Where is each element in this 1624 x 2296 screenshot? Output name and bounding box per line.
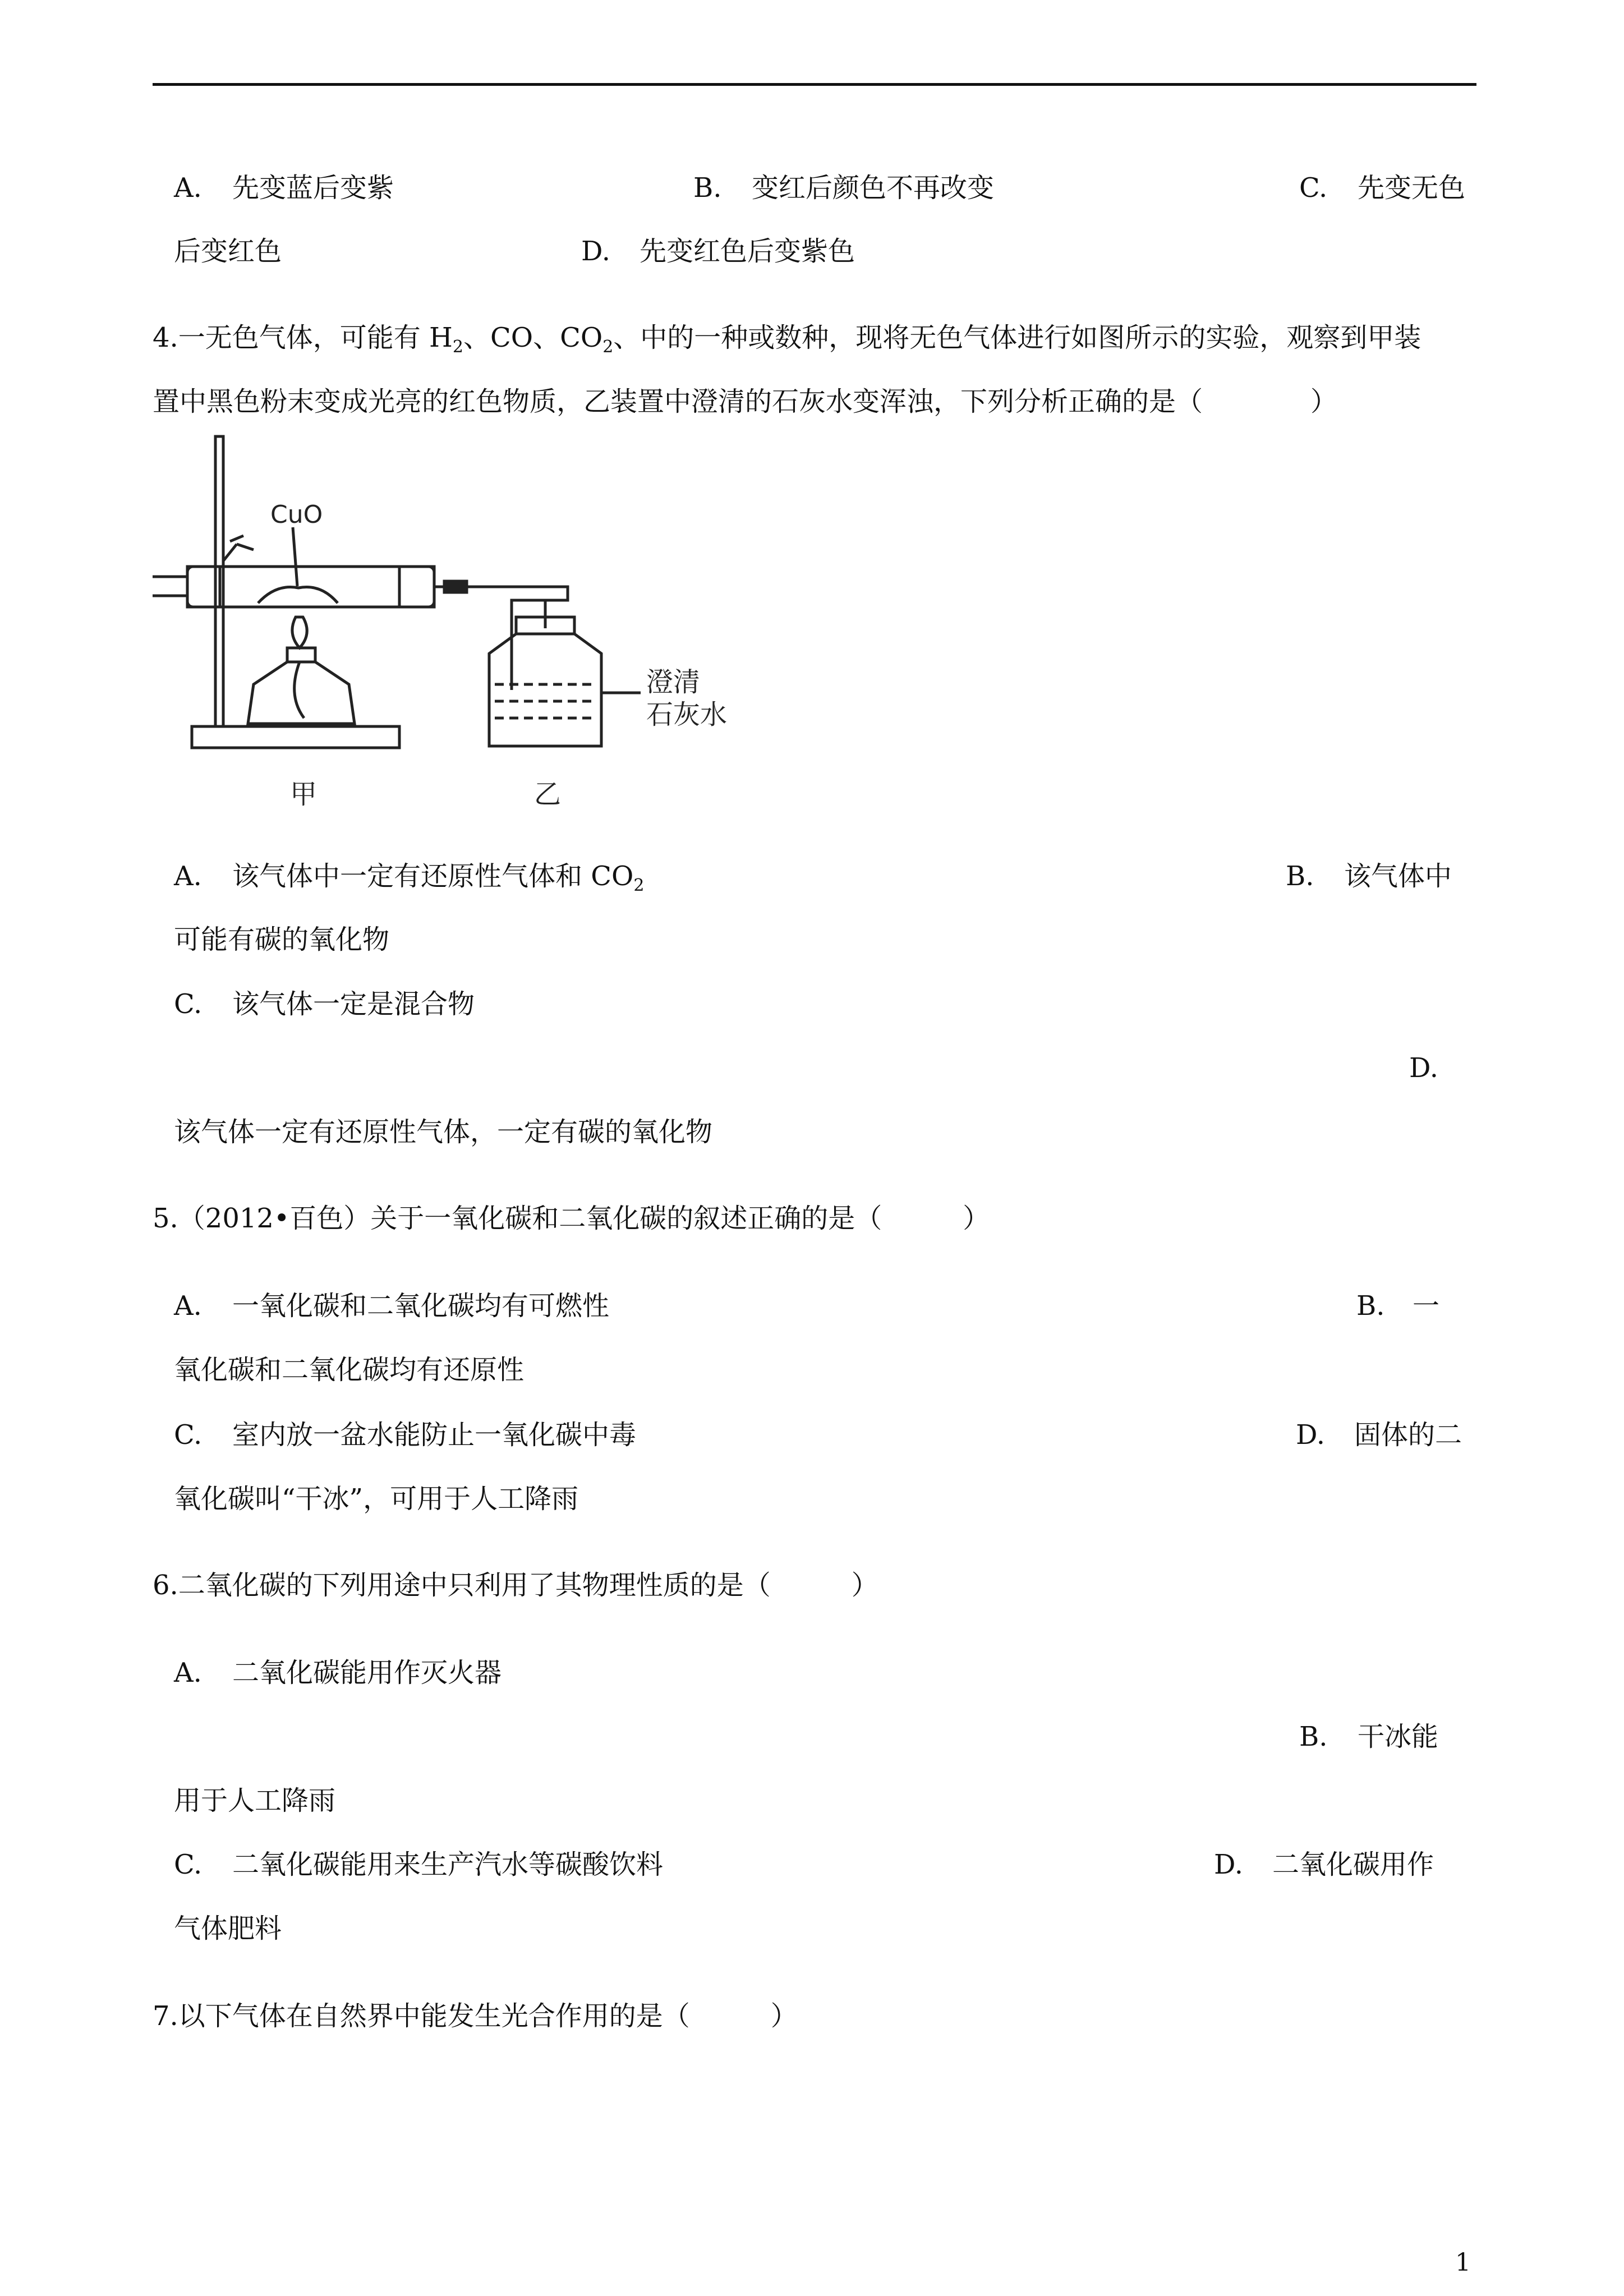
cuo-powder [258, 587, 338, 603]
option-text-main: 该气体中一定有还原性气体和 CO [232, 861, 634, 892]
header-rule [153, 83, 1476, 86]
option-letter: B. [693, 172, 722, 204]
q5-option-b [1356, 1289, 1439, 1323]
q3-option-d [581, 234, 855, 268]
q4-stem-line2: 置中黑色粉末变成光亮的红色物质，乙装置中澄清的石灰水变浑浊，下列分析正确的是（ ） [153, 386, 1338, 417]
option-letter: D. [581, 236, 611, 267]
option-text: 一 [1413, 1290, 1440, 1322]
flame [292, 617, 307, 648]
subscript: 2 [452, 337, 464, 357]
q3-option-c [1299, 171, 1465, 205]
cuo-label: CuO [270, 500, 323, 529]
option-text: 室内放一盆水能防止一氧化碳中毒 [232, 1419, 637, 1451]
option-text: 该气体中 [1344, 861, 1452, 892]
q4-option-b-continued: 可能有碳的氧化物 [174, 924, 390, 955]
option-letter: B. [1356, 1290, 1385, 1322]
option-text: 二氧化碳用作 [1272, 1849, 1434, 1880]
q6-stem: 6.二氧化碳的下列用途中只利用了其物理性质的是（ ） [153, 1570, 878, 1601]
option-letter: C. [174, 1419, 203, 1451]
option-letter: C. [174, 1849, 203, 1880]
page-number: 1 [1455, 2248, 1471, 2277]
q6-option-b [1299, 1720, 1438, 1754]
option-letter: A. [174, 1290, 202, 1322]
option-letter: A. [174, 861, 202, 892]
lamp-wick-holder [287, 648, 315, 662]
apparatus-jia-label: 甲 [290, 779, 318, 810]
rubber-joint [444, 581, 467, 592]
option-text: 二氧化碳能用作灭火器 [232, 1657, 502, 1688]
q3-option-a [174, 171, 394, 205]
option-text: 变红后颜色不再改变 [752, 172, 995, 204]
stem-text: 、CO、CO [463, 322, 603, 353]
q3-option-b [693, 171, 994, 205]
wick [295, 662, 304, 718]
q4-option-a [174, 859, 644, 893]
option-letter: C. [1299, 172, 1328, 204]
delivery-tube [484, 587, 568, 690]
q4-option-d-letter: D. [1409, 1052, 1439, 1084]
q5-option-a [174, 1289, 609, 1323]
option-text: 一氧化碳和二氧化碳均有可燃性 [232, 1290, 610, 1322]
limewater-label-line1: 澄清 [646, 666, 701, 698]
q7-stem: 7.以下气体在自然界中能发生光合作用的是（ ） [153, 2000, 798, 2032]
q4-stem-line1 [153, 321, 1421, 355]
q5-stem: 5.（2012•百色）关于一氧化碳和二氧化碳的叙述正确的是（ ） [153, 1203, 990, 1234]
option-text: 先变蓝后变紫 [232, 172, 394, 204]
cuo-pointer [293, 527, 297, 586]
apparatus-yi-label: 乙 [534, 779, 562, 810]
option-text: 该气体一定是混合物 [232, 988, 475, 1020]
option-text: 二氧化碳能用来生产汽水等碳酸饮料 [232, 1849, 664, 1880]
subscript: 2 [602, 337, 614, 357]
option-letter: D. [1296, 1419, 1326, 1451]
option-letter: B. [1299, 1721, 1328, 1752]
option-text: 先变红色后变紫色 [640, 236, 855, 267]
q5-option-c [174, 1418, 636, 1452]
limewater-label-line2: 石灰水 [646, 699, 728, 730]
option-text: 固体的二 [1354, 1419, 1462, 1451]
gas-bottle [489, 634, 601, 746]
option-letter: C. [174, 988, 203, 1020]
stand-base [192, 726, 399, 748]
option-text [232, 859, 644, 893]
q4-option-d-text: 该气体一定有还原性气体，一定有碳的氧化物 [174, 1116, 713, 1148]
stopper-right [399, 567, 434, 607]
clamp [223, 536, 254, 561]
subscript: 2 [633, 876, 645, 895]
q6-option-b-continued: 用于人工降雨 [174, 1785, 336, 1816]
q4-option-b [1286, 859, 1452, 893]
stem-text: 、中的一种或数种，现将无色气体进行如图所示的实验，观察到甲装 [613, 322, 1421, 353]
option-letter: A. [174, 1657, 202, 1688]
q6-option-c [174, 1848, 663, 1881]
option-text: 先变无色 [1358, 172, 1466, 204]
q6-option-d [1214, 1848, 1434, 1881]
q3-option-c-continued: 后变红色 [174, 236, 282, 267]
q5-option-d-continued: 氧化碳叫“干冰”，可用于人工降雨 [174, 1483, 579, 1515]
option-text: 干冰能 [1358, 1721, 1439, 1752]
stem-text: 4.一无色气体，可能有 H [153, 322, 453, 353]
q5-option-d [1296, 1418, 1462, 1452]
q4-option-c [174, 987, 475, 1021]
option-letter: A. [174, 172, 202, 204]
q5-option-b-continued: 氧化碳和二氧化碳均有还原性 [174, 1354, 525, 1386]
option-letter: B. [1286, 861, 1314, 892]
apparatus-figure [153, 432, 742, 825]
option-letter: D. [1214, 1849, 1244, 1880]
q6-option-d-continued: 气体肥料 [174, 1913, 282, 1944]
q6-option-a [174, 1656, 502, 1690]
